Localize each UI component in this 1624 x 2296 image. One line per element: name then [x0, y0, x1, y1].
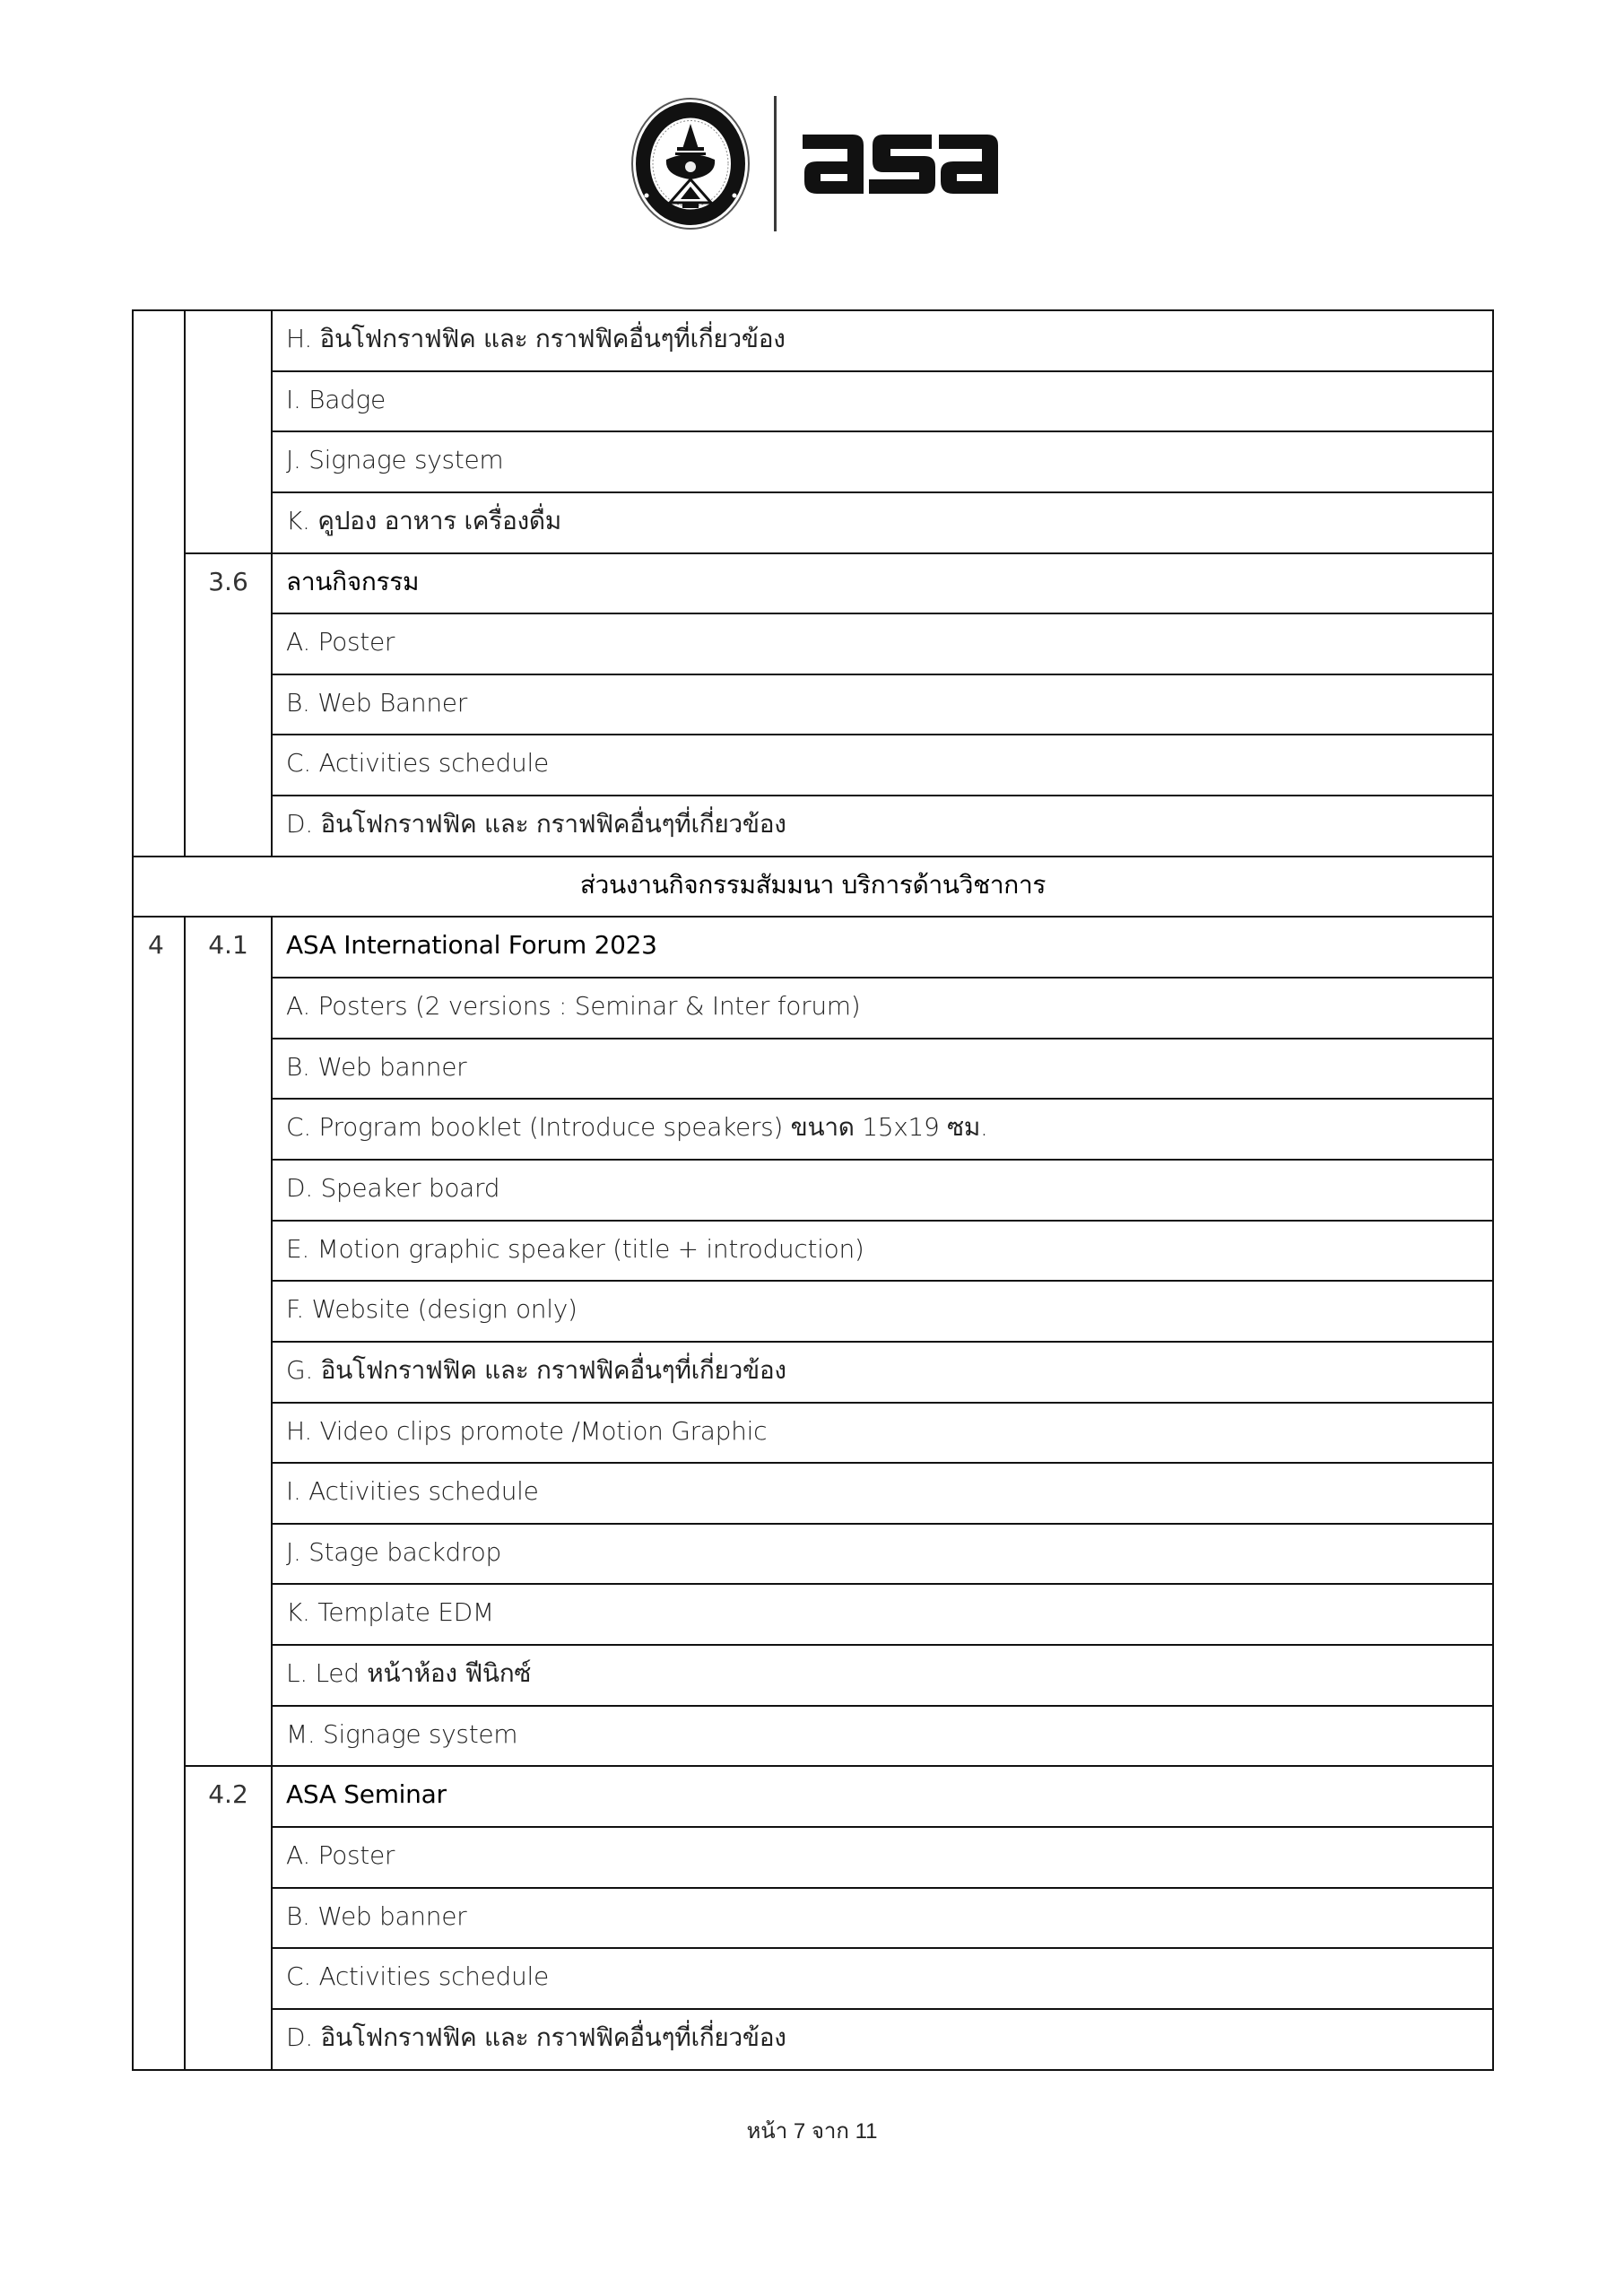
item-cell	[272, 492, 1493, 553]
page-header	[0, 0, 1624, 269]
item-cell	[272, 371, 1493, 432]
item-label: A. Poster	[286, 627, 395, 657]
item-label: D. อินโฟกราฟฟิค และ กราฟฟิคอื่นๆที่เกี่ยวข้อง	[286, 2022, 786, 2052]
subsection-number-cell	[185, 553, 272, 857]
section-number-cell	[133, 917, 185, 2069]
table-row	[133, 1342, 1493, 1403]
subheading-row	[133, 1766, 1493, 1827]
subsection-number-cell	[185, 1766, 272, 2069]
table-row	[133, 2009, 1493, 2070]
item-label: C. Activities schedule	[286, 1961, 549, 1992]
asa-wordmark-logo	[801, 126, 1000, 197]
subsection-number-cell	[185, 310, 272, 553]
subsection-number: 4.1	[208, 930, 248, 961]
item-cell	[272, 1039, 1493, 1100]
item-label: C. Program booklet (Introduce speakers) ขนาด 15x19 ซม.	[286, 1112, 988, 1143]
table-row	[133, 371, 1493, 432]
section-title: ส่วนงานกิจกรรมสัมมนา บริการด้านวิชาการ	[579, 869, 1046, 900]
item-label: J. Signage system	[286, 445, 504, 475]
item-label: I. Activities schedule	[286, 1476, 539, 1507]
item-cell	[272, 674, 1493, 735]
table-row	[133, 1524, 1493, 1585]
item-label: C. Activities schedule	[286, 748, 549, 778]
item-cell	[272, 1221, 1493, 1282]
item-label: B. Web Banner	[286, 687, 467, 718]
subsection-title-cell	[272, 1766, 1493, 1827]
section-number: 4	[148, 930, 164, 961]
item-cell	[272, 1403, 1493, 1464]
table-body	[133, 310, 1493, 2070]
item-cell	[272, 1099, 1493, 1160]
item-label: K. Template EDM	[286, 1597, 494, 1628]
item-cell	[272, 1827, 1493, 1888]
item-cell	[272, 1160, 1493, 1221]
logo-divider	[774, 96, 777, 231]
item-label: M. Signage system	[286, 1718, 518, 1749]
table-row	[133, 735, 1493, 796]
item-label: D. อินโฟกราฟฟิค และ กราฟฟิคอื่นๆที่เกี่ยวข้อง	[286, 809, 786, 839]
subsection-title-cell	[272, 553, 1493, 614]
deliverables-table	[132, 309, 1494, 2071]
item-cell	[272, 431, 1493, 492]
table-row	[133, 431, 1493, 492]
item-cell	[272, 1463, 1493, 1524]
item-cell	[272, 1948, 1493, 2009]
item-label: I. Badge	[286, 384, 386, 414]
subsection-number: 4.2	[208, 1779, 248, 1810]
table-row	[133, 1160, 1493, 1221]
item-label: A. Poster	[286, 1840, 395, 1871]
subsection-number-cell	[185, 917, 272, 1766]
item-cell	[272, 1706, 1493, 1767]
table-row	[133, 1463, 1493, 1524]
subsection-title-cell	[272, 917, 1493, 978]
item-label: B. Web banner	[286, 1051, 467, 1082]
table-row	[133, 1645, 1493, 1706]
table-row	[133, 1281, 1493, 1342]
item-cell	[272, 735, 1493, 796]
table-row	[133, 796, 1493, 857]
item-cell	[272, 1281, 1493, 1342]
table-row	[133, 1403, 1493, 1464]
subsection-title: ลานกิจกรรม	[286, 566, 420, 596]
table-row	[133, 492, 1493, 553]
item-label: G. อินโฟกราฟฟิค และ กราฟฟิคอื่นๆที่เกี่ยวข้อง	[286, 1354, 786, 1385]
item-cell	[272, 1342, 1493, 1403]
subsection-title: ASA Seminar	[286, 1779, 447, 1810]
item-label: H. Video clips promote /Motion Graphic	[286, 1415, 768, 1446]
subheading-row	[133, 553, 1493, 614]
item-label: J. Stage backdrop	[286, 1536, 501, 1567]
item-cell	[272, 796, 1493, 857]
section-header-cell	[133, 857, 1493, 918]
table-row	[133, 1948, 1493, 2009]
table-row	[133, 613, 1493, 674]
table-row	[133, 674, 1493, 735]
item-label: F. Website (design only)	[286, 1294, 578, 1325]
subsection-number: 3.6	[208, 566, 248, 596]
item-cell	[272, 613, 1493, 674]
table-row	[133, 310, 1493, 371]
page-number-footer: หน้า 7 จาก 11	[746, 2119, 878, 2144]
item-label: E. Motion graphic speaker (title + introduction)	[286, 1233, 864, 1264]
table-row	[133, 978, 1493, 1039]
subheading-row	[133, 917, 1493, 978]
item-cell	[272, 1645, 1493, 1706]
section-header-row	[133, 857, 1493, 918]
item-label: D. Speaker board	[286, 1172, 500, 1203]
item-cell	[272, 1584, 1493, 1645]
item-cell	[272, 1888, 1493, 1949]
association-seal-logo	[630, 97, 751, 230]
item-label: H. อินโฟกราฟฟิค และ กราฟฟิคอื่นๆที่เกี่ยวข้อง	[286, 324, 786, 353]
table-row	[133, 1584, 1493, 1645]
item-label: A. Posters (2 versions : Seminar & Inter forum)	[286, 991, 861, 1022]
item-cell	[272, 310, 1493, 371]
table-row	[133, 1039, 1493, 1100]
table-row	[133, 1221, 1493, 1282]
subsection-title: ASA International Forum 2023	[286, 930, 657, 961]
item-cell	[272, 2009, 1493, 2070]
section-number-cell	[133, 310, 185, 857]
table-row	[133, 1706, 1493, 1767]
item-cell	[272, 978, 1493, 1039]
item-label: L. Led หน้าห้อง ฟีนิกซ์	[286, 1658, 532, 1689]
table-row	[133, 1099, 1493, 1160]
table-row	[133, 1888, 1493, 1949]
table-row	[133, 1827, 1493, 1888]
item-cell	[272, 1524, 1493, 1585]
item-label: B. Web banner	[286, 1900, 467, 1931]
item-label: K. คูปอง อาหาร เครื่องดื่ม	[286, 505, 561, 535]
